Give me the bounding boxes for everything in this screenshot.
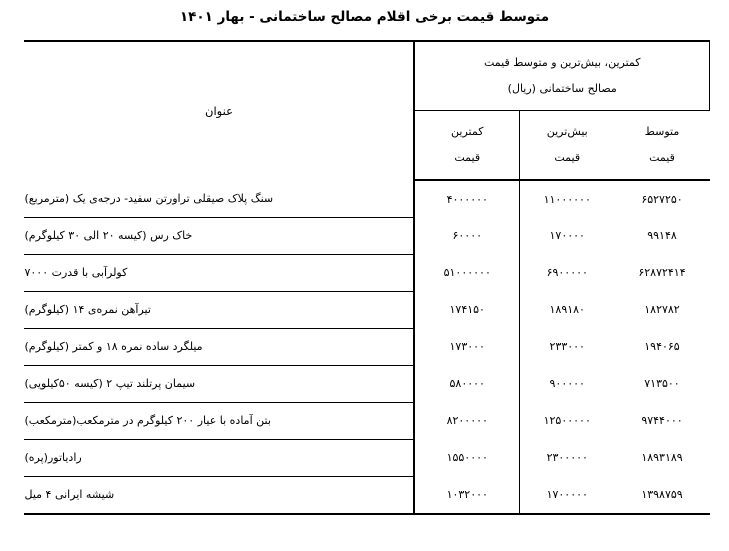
cell-max: ۲۳۰۰۰۰۰ bbox=[546, 451, 588, 464]
cell-average: ۹۷۴۴۰۰۰ bbox=[641, 414, 683, 427]
cell-max: ۱۱۰۰۰۰۰۰ bbox=[543, 192, 591, 206]
title-column-header: عنوان bbox=[24, 41, 414, 180]
sub-header-min bbox=[414, 111, 519, 181]
sub-header-average-line2: قیمت bbox=[649, 151, 675, 164]
cell-min: ۱۵۵۰۰۰۰ bbox=[414, 439, 519, 476]
cell-title: سنگ پلاک صیقلی تراورتن سفید- درجه‌ی یک (مترمربع) bbox=[24, 180, 414, 217]
cell-max: ۱۲۵۰۰۰۰۰ bbox=[543, 414, 591, 427]
sub-header-min-line2: قیمت bbox=[454, 151, 481, 164]
group-header-line1: کمترین، بیش‌ترین و متوسط قیمت bbox=[483, 56, 641, 69]
table-row bbox=[24, 217, 709, 254]
cell-min: ۶۰۰۰۰ bbox=[414, 217, 519, 254]
cell-title: تیرآهن نمره‌ی ۱۴ (کیلوگرم) bbox=[24, 291, 414, 328]
cell-min: ۴۰۰۰۰۰۰ bbox=[414, 180, 519, 217]
table-row bbox=[24, 328, 709, 365]
header-group-row bbox=[24, 41, 709, 111]
cell-title: کولرآبی با قدرت ۷۰۰۰ bbox=[24, 254, 414, 291]
cell-max: ۲۳۳۰۰۰ bbox=[549, 340, 585, 353]
cell-min: ۱۷۳۰۰۰ bbox=[414, 328, 519, 365]
cell-max: ۹۰۰۰۰۰ bbox=[549, 377, 585, 390]
group-header-cell bbox=[414, 41, 709, 111]
cell-min: ۱۰۳۲۰۰۰ bbox=[414, 476, 519, 514]
cell-title: شیشه ایرانی ۴ میل bbox=[24, 476, 414, 514]
cell-average: ۱۸۲۷۸۲ bbox=[644, 303, 680, 316]
cell-min: ۵۸۰۰۰۰ bbox=[414, 365, 519, 402]
table-row bbox=[24, 402, 709, 439]
cell-title: سیمان پرتلند تیپ ۲ (کیسه ۵۰کیلویی) bbox=[24, 365, 414, 402]
cell-title: رادیاتور(پره) bbox=[24, 439, 414, 476]
cell-max: ۱۷۰۰۰۰۰ bbox=[520, 476, 615, 514]
table-body bbox=[24, 41, 709, 514]
sub-header-average-line1: متوسط bbox=[644, 125, 680, 138]
sub-header-max bbox=[520, 111, 615, 181]
group-header-line2: مصالح ساختمانی (ریال) bbox=[507, 82, 617, 95]
cell-min: ۱۷۴۱۵۰ bbox=[414, 291, 519, 328]
cell-average: ۱۹۴۰۶۵ bbox=[644, 340, 680, 353]
cell-average: ۶۲۸۷۲۴۱۴ bbox=[638, 266, 686, 279]
cell-min: ۵۱۰۰۰۰۰۰ bbox=[414, 254, 519, 291]
sub-header-max-line2: قیمت bbox=[554, 151, 581, 164]
cell-max: ۱۸۹۱۸۰ bbox=[549, 303, 585, 316]
table-row bbox=[24, 439, 709, 476]
price-table-container bbox=[25, 40, 710, 515]
cell-average: ۱۳۹۸۷۵۹ bbox=[615, 476, 710, 514]
sub-header-max-line1: بیش‌ترین bbox=[546, 125, 588, 138]
cell-max: ۶۹۰۰۰۰۰ bbox=[546, 266, 588, 279]
table-row bbox=[24, 180, 709, 217]
cell-average: ۶۵۲۷۲۵۰ bbox=[641, 192, 683, 206]
cell-max: ۱۷۰۰۰۰ bbox=[549, 229, 585, 242]
table-row bbox=[24, 476, 709, 514]
cell-title: بتن آماده با عیار ۲۰۰ کیلوگرم در مترمکعب(مترمکعب) bbox=[24, 402, 414, 439]
cell-title: میلگرد ساده نمره ۱۸ و کمتر (کیلوگرم) bbox=[24, 328, 414, 365]
sub-header-average bbox=[615, 111, 710, 181]
table-row bbox=[24, 291, 709, 328]
table-row bbox=[24, 365, 709, 402]
cell-title: خاک رس (کیسه ۲۰ الی ۳۰ کیلوگرم) bbox=[24, 217, 414, 254]
page-title: متوسط قیمت برخی اقلام مصالح ساختمانی - بهار ۱۴۰۱ bbox=[179, 9, 550, 25]
table-row bbox=[24, 254, 709, 291]
cell-average: ۱۸۹۳۱۸۹ bbox=[641, 451, 683, 464]
cell-average: ۷۱۳۵۰۰ bbox=[644, 377, 680, 390]
construction-materials-price-table bbox=[24, 40, 710, 515]
cell-min: ۸۲۰۰۰۰۰ bbox=[414, 402, 519, 439]
cell-average: ۹۹۱۴۸ bbox=[647, 229, 677, 242]
sub-header-min-line1: کمترین bbox=[451, 125, 484, 138]
